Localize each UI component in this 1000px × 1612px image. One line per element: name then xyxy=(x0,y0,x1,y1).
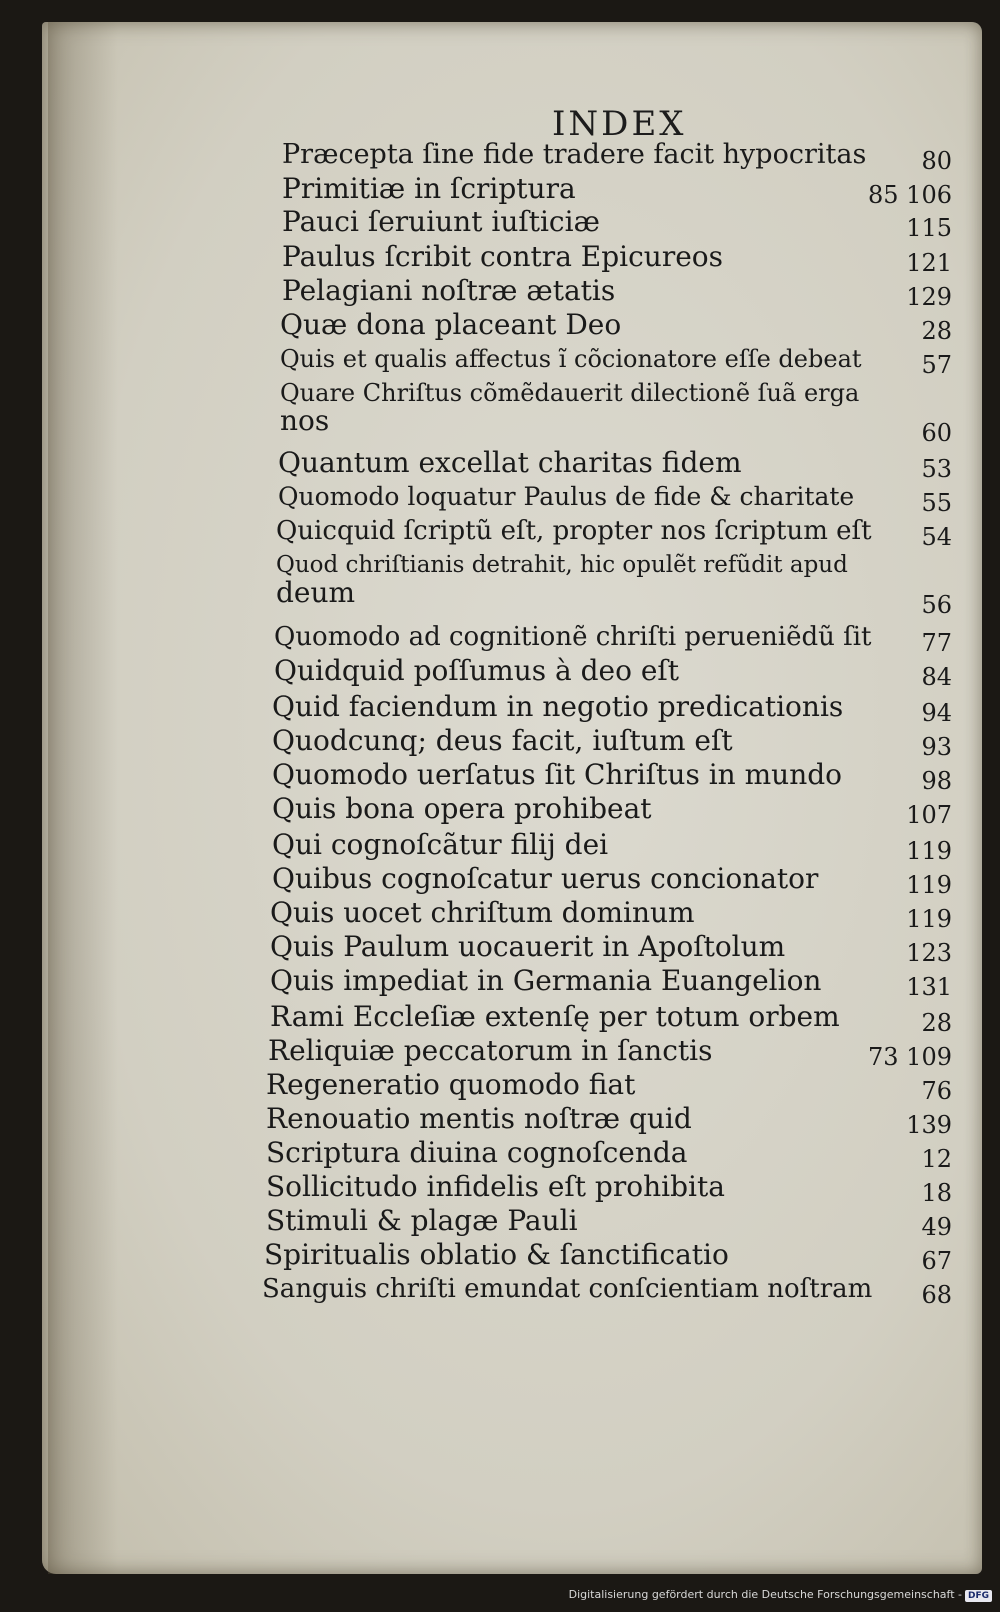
entry-page-number: 115 xyxy=(906,214,952,242)
entry-page-number: 12 xyxy=(921,1145,952,1173)
index-entry xyxy=(266,1170,952,1207)
index-entry xyxy=(272,690,952,727)
entry-text: Quis Paulum uocauerit in Apoſtolum xyxy=(270,930,786,963)
index-entry xyxy=(280,376,952,447)
index-title: INDEX xyxy=(552,104,687,144)
entry-text: Quod chriſtianis detrahit, hic opulẽt refũdit apud xyxy=(276,552,848,578)
entry-text: Regeneratio quomodo fiat xyxy=(266,1068,636,1101)
entry-page-number: 49 xyxy=(921,1213,952,1241)
index-entry xyxy=(282,172,952,209)
entry-page-number: 80 xyxy=(921,147,952,175)
entry-text: Scriptura diuina cognoſcenda xyxy=(266,1136,688,1169)
entry-text: Quare Chriſtus cõmẽdauerit dilectionẽ ſuã erga xyxy=(280,379,860,407)
entry-text: Pauci ſeruiunt iuſticiæ xyxy=(282,205,600,238)
entry-page-number: 60 xyxy=(921,419,952,447)
entry-text: Stimuli & plagæ Pauli xyxy=(266,1204,578,1237)
dfg-logo: DFG xyxy=(965,1590,992,1602)
entry-page-number: 68 xyxy=(921,1281,952,1309)
entry-page-number: 84 xyxy=(921,663,952,691)
entry-text: Quantum excellat charitas fidem xyxy=(278,446,742,479)
index-entry xyxy=(282,240,952,277)
entry-page-number: 121 xyxy=(906,249,952,277)
entry-page-number: 123 xyxy=(906,939,952,967)
index-entry xyxy=(272,724,952,761)
entry-page-number: 67 xyxy=(921,1247,952,1275)
entry-text: Quidquid poſſumus à deo eſt xyxy=(274,654,680,687)
index-entry xyxy=(280,308,952,345)
entry-text: Quodcunq; deus facit, iuſtum eſt xyxy=(272,724,733,757)
entry-text: Rami Eccleſiæ extenſę per totum orbem xyxy=(270,1000,840,1033)
entry-text: Renouatio mentis noſtræ quid xyxy=(266,1102,692,1135)
entry-continuation: nos xyxy=(280,404,330,437)
index-entry xyxy=(276,548,952,619)
entry-page-number: 139 xyxy=(906,1111,952,1139)
entry-text: Quomodo ad cognitionẽ chriſti perueniẽdũ ſit xyxy=(274,622,872,652)
index-entry xyxy=(270,1000,952,1037)
entry-text: Quomodo uerſatus ſit Chriſtus in mundo xyxy=(272,758,843,791)
entry-page-number: 85 106 xyxy=(868,181,952,209)
entry-page-number: 77 xyxy=(921,629,952,657)
index-entry xyxy=(266,1102,952,1139)
entry-page-number: 107 xyxy=(906,801,952,829)
entry-page-number: 54 xyxy=(921,523,952,551)
entry-text: Paulus ſcribit contra Epicureos xyxy=(282,240,723,273)
entry-text: Quis impediat in Germania Euangelion xyxy=(270,964,822,997)
entry-text: Spiritualis oblatio & ſanctificatio xyxy=(264,1238,729,1271)
index-entry xyxy=(272,862,952,899)
entry-text: Quis uocet chriſtum dominum xyxy=(270,896,695,929)
index-entry xyxy=(278,480,952,517)
entry-page-number: 18 xyxy=(921,1179,952,1207)
entry-page-number: 93 xyxy=(921,733,952,761)
footer-text: Digitalisierung gefördert durch die Deutsche Forschungsgemeinschaft - xyxy=(568,1588,962,1601)
index-entry xyxy=(262,1272,952,1309)
index-entry xyxy=(272,758,952,795)
entry-text: Quomodo loquatur Paulus de fide & charitate xyxy=(278,482,855,511)
entry-page-number: 57 xyxy=(921,351,952,379)
entry-text: Sanguis chriſti emundat conſcientiam noſtram xyxy=(262,1274,873,1304)
entry-page-number: 94 xyxy=(921,699,952,727)
entry-text: Quid faciendum in negotio predicationis xyxy=(272,690,844,723)
entry-text: Quibus cognoſcatur uerus concionator xyxy=(272,862,819,895)
entry-text: Quicquid ſcriptũ eſt, propter nos ſcriptum eſt xyxy=(276,516,872,546)
index-entry xyxy=(266,1204,952,1241)
entry-page-number: 119 xyxy=(906,837,952,865)
entry-page-number: 56 xyxy=(921,591,952,619)
entry-page-number: 53 xyxy=(921,455,952,483)
entry-text: Reliquiæ peccatorum in ſanctis xyxy=(268,1034,713,1067)
entry-text: Quis bona opera prohibeat xyxy=(272,792,652,825)
footer-credit xyxy=(569,1588,992,1602)
entry-page-number: 119 xyxy=(906,905,952,933)
entry-page-number: 73 109 xyxy=(868,1043,952,1071)
index-entry xyxy=(270,930,952,967)
entry-text: Qui cognoſcãtur filij dei xyxy=(272,828,609,861)
entry-page-number: 119 xyxy=(906,871,952,899)
entry-text: Pelagiani noſtræ ætatis xyxy=(282,274,616,307)
entry-page-number: 76 xyxy=(921,1077,952,1105)
index-entry xyxy=(282,274,952,311)
index-entry xyxy=(282,205,952,242)
index-entry xyxy=(272,828,952,865)
entry-text: Præcepta ſine fide tradere facit hypocritas xyxy=(282,139,867,170)
entry-text: Sollicitudo infidelis eſt prohibita xyxy=(266,1170,725,1203)
entry-page-number: 28 xyxy=(921,317,952,345)
entry-page-number: 55 xyxy=(921,489,952,517)
index-entry xyxy=(278,446,952,483)
index-entry xyxy=(282,138,952,175)
entry-text: Quæ dona placeant Deo xyxy=(280,308,622,341)
index-entry xyxy=(270,964,952,1001)
index-entry xyxy=(268,1034,952,1071)
index-entry xyxy=(276,514,952,551)
index-entry xyxy=(270,896,952,933)
index-entry xyxy=(274,620,952,657)
index-entry xyxy=(272,792,952,829)
entry-page-number: 131 xyxy=(906,973,952,1001)
entry-page-number: 98 xyxy=(921,767,952,795)
entry-continuation: deum xyxy=(276,576,356,609)
entry-page-number: 129 xyxy=(906,283,952,311)
index-entry xyxy=(264,1238,952,1275)
entry-text: Primitiæ in ſcriptura xyxy=(282,172,576,205)
index-entry xyxy=(266,1136,952,1173)
index-entry xyxy=(280,342,952,379)
entry-page-number: 28 xyxy=(921,1009,952,1037)
index-entry xyxy=(274,654,952,691)
entry-text: Quis et qualis affectus ĩ cõcionatore eſſe debeat xyxy=(280,345,862,373)
index-entry xyxy=(266,1068,952,1105)
